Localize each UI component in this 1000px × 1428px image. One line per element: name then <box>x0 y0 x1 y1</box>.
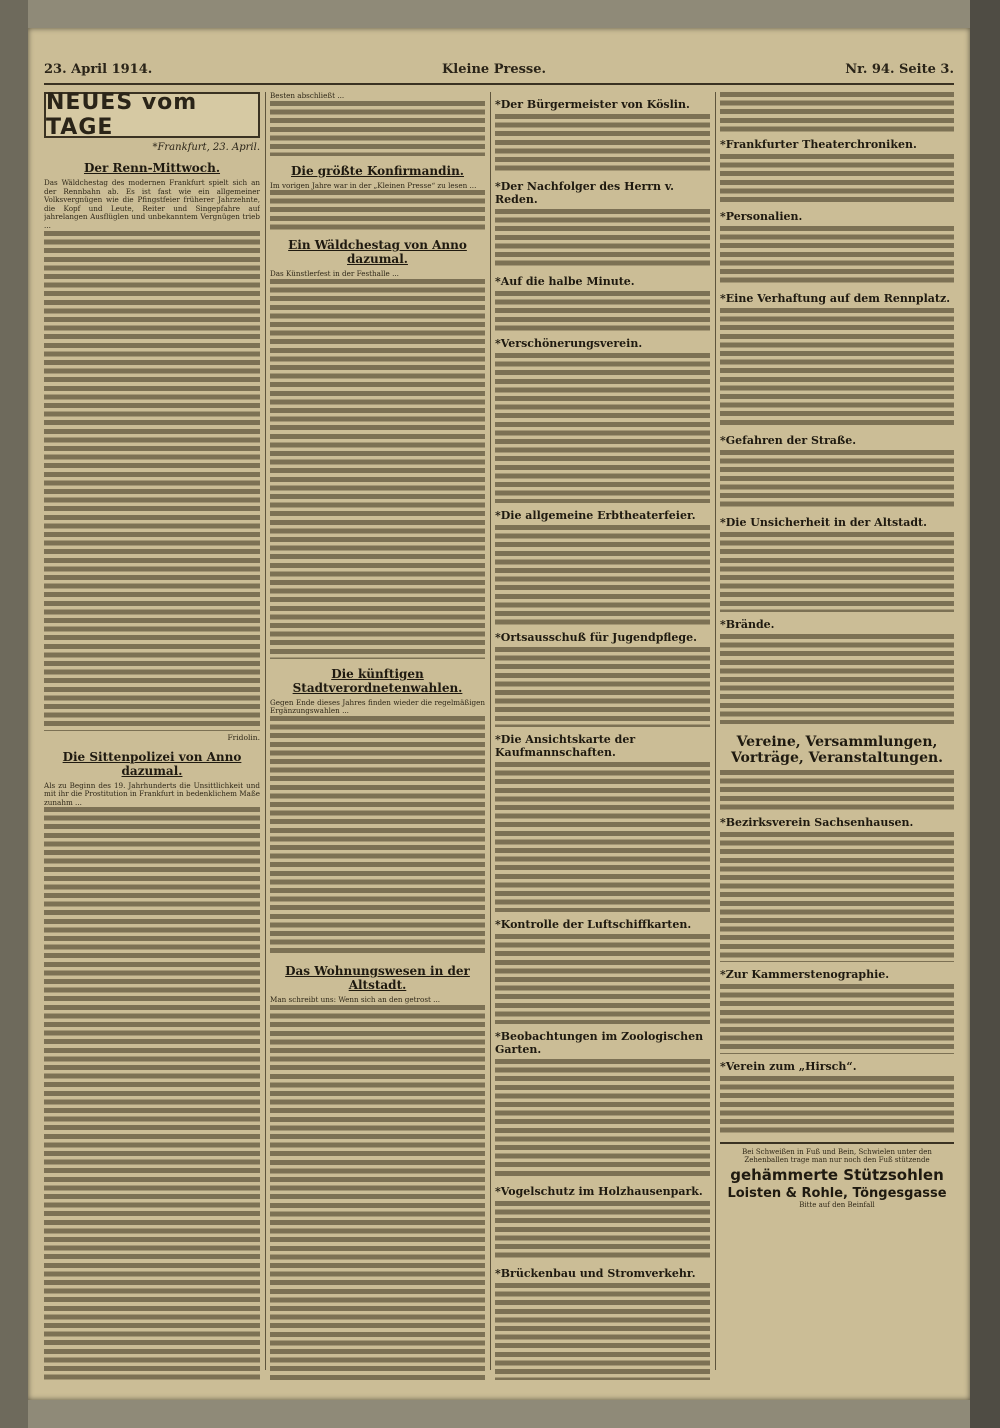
column-divider <box>715 92 716 1370</box>
article-title: *Verein zum „Hirsch“. <box>720 1060 857 1073</box>
article-text: Im vorigen Jahre war in der „Kleinen Presse“ zu lesen ... <box>270 180 477 190</box>
article-title: Der Renn-Mittwoch. <box>83 161 221 175</box>
dateline: *Frankfurt, 23. April. <box>152 142 260 153</box>
article-text: Man schreibt uns: Wenn sich an den getrost ... <box>270 994 441 1004</box>
header-rule <box>44 83 954 85</box>
text-block <box>720 984 954 1054</box>
text-block <box>270 101 485 156</box>
article-title: *Beobachtungen im Zoologischen Garten. <box>495 1030 704 1056</box>
article-text: Gegen Ende dieses Jahres finden wieder die regelmäßigen Ergänzungswahlen ... <box>270 697 485 716</box>
article-title: Das Wohnungswesen in der Altstadt. <box>285 963 470 992</box>
text-block <box>44 231 260 731</box>
text-block <box>720 308 954 428</box>
text-block <box>495 1283 710 1380</box>
ad-shop-name: Loisten & Rohle, Töngesgasse <box>727 1186 947 1201</box>
header-paper-title: Kleine Presse. <box>442 62 547 77</box>
text-block <box>720 770 954 810</box>
text-block <box>495 762 710 912</box>
article-title: Ein Wäldchestag von Anno dazumal. <box>288 238 467 267</box>
article-title: *Ortsausschuß für Jugendpflege. <box>495 631 697 644</box>
section-title: Vereine, Versammlungen, Vorträge, Veranstaltungen. <box>730 734 944 766</box>
text-block <box>270 1005 485 1380</box>
text-block <box>44 807 260 1380</box>
text-block <box>720 1076 954 1136</box>
article-title: *Die Unsicherheit in der Altstadt. <box>720 516 927 529</box>
signature: Fridolin. <box>227 732 260 742</box>
article-title: *Die Ansichtskarte der Kaufmannschaften. <box>495 733 636 759</box>
article-text: Das Künstlerfest in der Festhalle ... <box>270 269 399 279</box>
neues-vom-tage-logo: NEUES vom TAGE <box>44 92 260 138</box>
text-block <box>495 647 710 727</box>
text-block <box>720 450 954 510</box>
article-title: *Bezirksverein Sachsenhausen. <box>720 816 914 829</box>
column-3 <box>495 92 710 1380</box>
text-block <box>720 92 954 132</box>
article-title: *Vogelschutz im Holzhausenpark. <box>495 1185 703 1198</box>
article-title: Die künftigen Stadtverordnetenwahlen. <box>292 666 463 695</box>
text-block <box>495 291 710 331</box>
article-title: *Brände. <box>720 618 775 631</box>
text-block <box>495 353 710 503</box>
ad-headline: gehämmerte Stützsohlen <box>730 1166 944 1184</box>
column-2 <box>270 92 485 1380</box>
article-title: *Gefahren der Straße. <box>720 434 857 447</box>
article-title: Die Sittenpolizei von Anno dazumal. <box>62 749 242 778</box>
column-divider <box>490 92 491 1370</box>
text-block <box>720 226 954 286</box>
page-header <box>44 58 954 80</box>
column-1 <box>44 92 260 1380</box>
text-block <box>495 934 710 1024</box>
text-block <box>495 525 710 625</box>
article-title: *Die allgemeine Erbtheaterfeier. <box>495 509 696 522</box>
article-title: *Brückenbau und Stromverkehr. <box>495 1267 696 1280</box>
article-title: *Zur Kammerstenographie. <box>720 968 890 981</box>
article-title: *Verschönerungsverein. <box>495 337 643 350</box>
header-date: 23. April 1914. <box>44 62 153 77</box>
article-title: *Der Nachfolger des Herrn v. Reden. <box>495 180 674 206</box>
text-block <box>495 209 710 269</box>
article-text: Das Wäldchestag des modernen Frankfurt spielt sich an der Rennbahn ab. Es ist fast wie ein allgemeiner Volksvergnügen wie die Pfingstfeier früherer Jahrzehnte, die Kopf und Leute, Reiter und Singepfahre auf jahrelangen Ausflüglen und unbekanntem Vergnügen trieb ... <box>44 178 260 230</box>
article-title: *Kontrolle der Luftschiffkarten. <box>495 918 692 931</box>
text-block <box>720 154 954 204</box>
column-4 <box>720 92 954 1380</box>
text-block <box>270 279 485 659</box>
left-page-edge <box>0 0 28 1428</box>
ad-text: Bei Schweißen in Fuß und Bein, Schwielen unter den Zehenballen trage man nur noch den Fuß stützende <box>742 1148 932 1164</box>
text-block <box>270 716 485 956</box>
text-block <box>495 1201 710 1261</box>
text-block <box>720 832 954 962</box>
text-block <box>720 634 954 724</box>
text-block <box>495 1059 710 1179</box>
article-title: *Der Bürgermeister von Köslin. <box>495 98 690 111</box>
article-title: *Personalien. <box>720 210 803 223</box>
right-page-edge <box>970 0 1000 1428</box>
column-divider <box>265 92 266 1370</box>
text-block <box>270 190 485 230</box>
ad-text: Bitte auf den Beinfall <box>799 1201 875 1209</box>
advertisement <box>720 1142 954 1209</box>
article-title: *Frankfurter Theaterchroniken. <box>720 138 917 151</box>
article-title: Die größte Konfirmandin. <box>291 163 464 178</box>
header-issue: Nr. 94. Seite 3. <box>845 62 954 77</box>
article-title: *Eine Verhaftung auf dem Rennplatz. <box>720 292 951 305</box>
text-block <box>720 532 954 612</box>
newspaper-page <box>28 28 970 1400</box>
article-text: Als zu Beginn des 19. Jahrhunderts die Unsittlichkeit und mit ihr die Prostitution in Frankfurt in bedenklichem Maße zunahm ... <box>44 780 260 807</box>
article-title: *Auf die halbe Minute. <box>495 275 635 288</box>
article-text: Besten abschließt ... <box>270 92 345 100</box>
text-block <box>495 114 710 174</box>
